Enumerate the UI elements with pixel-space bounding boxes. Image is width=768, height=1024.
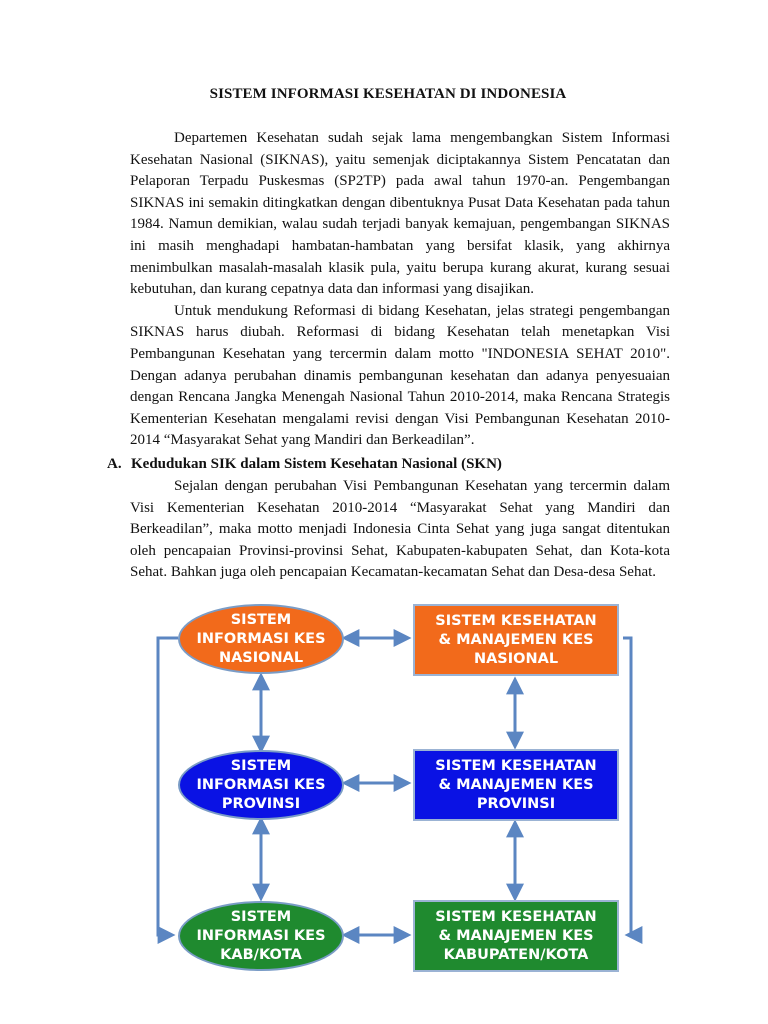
- intro-text: [130, 128, 670, 452]
- section-a-paragraph: Sejalan dengan perubahan Visi Pembangunan Kesehatan yang tercermin dalam Visi Kementerian Kesehatan 2010-2014 “Masyarakat Sehat yang Mandiri dan Berkeadilan”, maka motto menjadi Indonesia Cinta Sehat yang juga sangat ditentukan oleh pencapaian Provinsi-provinsi Sehat, Kabupaten-kabupaten Sehat, dan Kota-kota Sehat. Bahkan juga oleh pencapaian Kecamatan-kecamatan Sehat dan Desa-desa Sehat.: [130, 478, 670, 581]
- sik-kabkota-ellipse: SISTEM INFORMASI KES KAB/KOTA: [178, 901, 344, 971]
- sik-nasional-ellipse: SISTEM INFORMASI KES NASIONAL: [178, 604, 344, 674]
- sk-provinsi-box: SISTEM KESEHATAN & MANAJEMEN KES PROVINSI: [413, 749, 619, 821]
- intro-paragraph-2: Untuk mendukung Reformasi di bidang Kesehatan, jelas strategi pengembangan SIKNAS harus diubah. Reformasi di bidang Kesehatan telah menetapkan Visi Pembangunan Kesehatan yang tercermin dalam motto "INDONESIA SEHAT 2010". Dengan adanya perubahan dinamis pembangunan kesehatan dan adanya penyesuaian dengan Rencana Jangka Menengah Nasional Tahun 2010-2014, maka Rencana Strategis Kementerian Kesehatan mengalami revisi dengan Visi Pembangunan Kesehatan 2010-2014 “Masyarakat Sehat yang Mandiri dan Berkeadilan”.: [130, 302, 670, 449]
- intro-paragraph-1: Departemen Kesehatan sudah sejak lama mengembangkan Sistem Informasi Kesehatan Nasional (SIKNAS), yaitu semenjak diciptakannya Sistem Pencatatan dan Pelaporan Terpadu Puskesmas (SP2TP) pada awal tahun 1970-an. Pengembangan SIKNAS ini semakin ditingkatkan dengan dibentuknya Pusat Data Kesehatan pada tahun 1984. Namun demikian, walau sudah terjadi banyak kemajuan, pengembangan SIKNAS ini masih menghadapi hambatan-hambatan yang bersifat klasik, yang akhirnya menimbulkan masalah-masalah klasik pula, yaitu berupa kurang akurat, kurang sesuai kebutuhan, dan kurang cepatnya data dan informasi yang disajikan.: [130, 130, 670, 298]
- arrow-right-outer-loop: [623, 638, 631, 935]
- section-a-heading: [107, 456, 677, 473]
- page-title: SISTEM INFORMASI KESEHATAN DI INDONESIA: [209, 86, 567, 102]
- section-a-marker: A.: [107, 456, 122, 472]
- arrow-left-outer-loop: [158, 638, 178, 935]
- sk-kabkota-box: SISTEM KESEHATAN & MANAJEMEN KES KABUPATEN/KOTA: [413, 900, 619, 972]
- section-a-title: Kedudukan SIK dalam Sistem Kesehatan Nasional (SKN): [131, 456, 502, 472]
- section-a-text: [130, 476, 670, 584]
- sik-provinsi-ellipse: SISTEM INFORMASI KES PROVINSI: [178, 750, 344, 820]
- sk-nasional-box: SISTEM KESEHATAN & MANAJEMEN KES NASIONAL: [413, 604, 619, 676]
